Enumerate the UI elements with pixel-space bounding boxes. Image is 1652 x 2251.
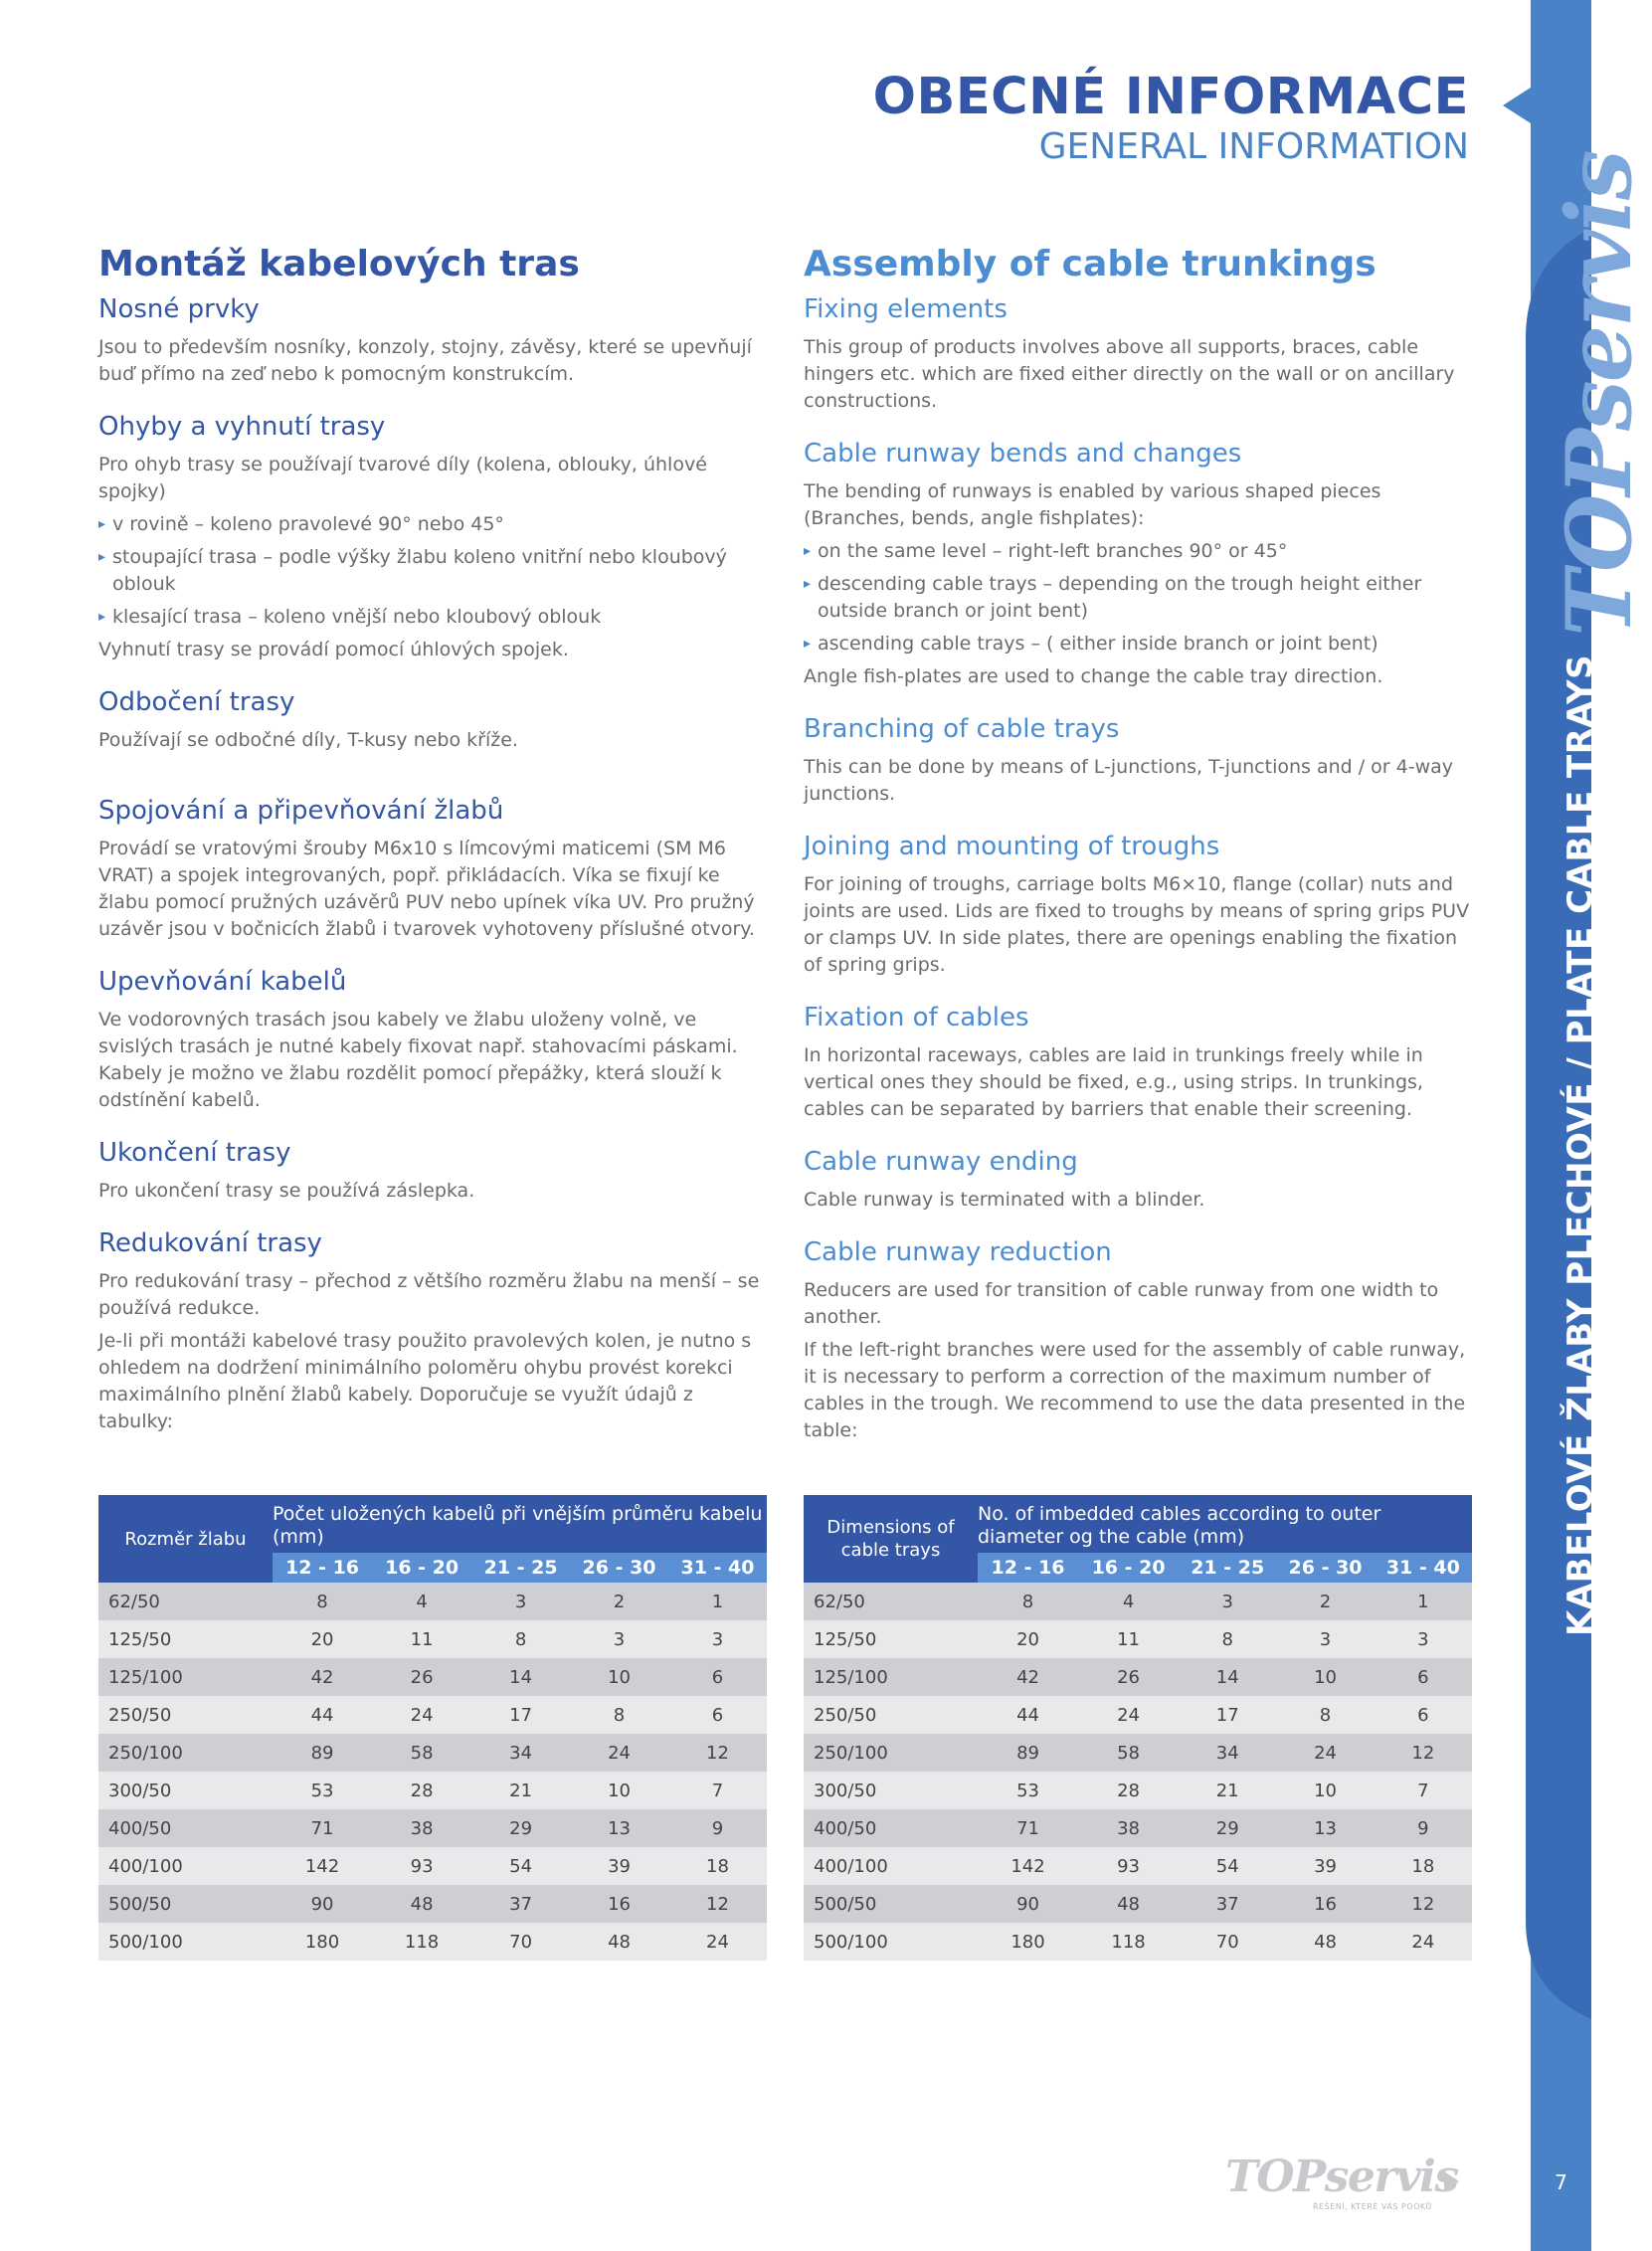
table-cell-dimension: 250/100 — [98, 1734, 273, 1772]
table-cell-value: 10 — [570, 1772, 668, 1809]
section-ohyby — [98, 410, 767, 663]
table-row — [804, 1583, 1472, 1620]
section-heading: Branching of cable trays — [804, 714, 1120, 744]
table-row — [804, 1658, 1472, 1696]
table-row — [98, 1885, 767, 1923]
table-cell-value: 21 — [1179, 1772, 1276, 1809]
range-header: 12 - 16 — [978, 1553, 1078, 1583]
table-cell-dimension: 125/50 — [804, 1620, 978, 1658]
table-cell-value: 12 — [668, 1885, 767, 1923]
table-cell-value: 2 — [570, 1583, 668, 1620]
table-cell-dimension: 400/100 — [98, 1847, 273, 1885]
table-cell-value: 180 — [978, 1923, 1078, 1961]
table-cell-dimension: 400/50 — [804, 1809, 978, 1847]
section-heading: Cable runway reduction — [804, 1237, 1112, 1267]
table-cell-value: 24 — [668, 1923, 767, 1961]
table-cell-value: 14 — [1179, 1658, 1276, 1696]
section-heading: Joining and mounting of troughs — [804, 832, 1220, 861]
table-cell-value: 10 — [1276, 1772, 1374, 1809]
table-cell-value: 71 — [978, 1809, 1078, 1847]
table-cell-value: 16 — [1276, 1885, 1374, 1923]
section-heading: Odbočení trasy — [98, 687, 295, 717]
table-cell-value: 1 — [668, 1583, 767, 1620]
table-row — [804, 1847, 1472, 1885]
table-cell-value: 7 — [1375, 1772, 1472, 1809]
table-cell-value: 118 — [372, 1923, 471, 1961]
table-cell-value: 10 — [570, 1658, 668, 1696]
table-cell-value: 4 — [372, 1583, 471, 1620]
page-title: OBECNÉ INFORMACE — [872, 68, 1469, 126]
paragraph: If the left-right branches were used for the assembly of cable runway, it is necessary to perform a correction of the maximum number of cables in the trough. We recommend to use the data presented in the table: — [804, 1339, 1466, 1441]
table-row — [98, 1923, 767, 1961]
section-heading: Spojování a připevňování žlabů — [98, 796, 504, 826]
table-cell-value: 24 — [1078, 1696, 1179, 1734]
section-heading: Ohyby a vyhnutí trasy — [98, 412, 386, 442]
section-heading: Fixation of cables — [804, 1003, 1029, 1032]
section-reduction — [804, 1235, 1472, 1444]
table-cell-dimension: 400/50 — [98, 1809, 273, 1847]
table-cell-value: 93 — [1078, 1847, 1179, 1885]
table-cell-value: 48 — [372, 1885, 471, 1923]
footer-logo-arrow-icon — [1444, 2171, 1459, 2191]
section-heading: Cable runway bends and changes — [804, 439, 1242, 469]
table-row — [804, 1620, 1472, 1658]
table-cell-value: 142 — [978, 1847, 1078, 1885]
table-cell-value: 34 — [471, 1734, 570, 1772]
range-header: 16 - 20 — [372, 1553, 471, 1583]
table-cell-value: 39 — [1276, 1847, 1374, 1885]
table-cell-value: 37 — [1179, 1885, 1276, 1923]
table-cell-value: 6 — [1375, 1658, 1472, 1696]
table-cell-value: 90 — [978, 1885, 1078, 1923]
table-cell-value: 44 — [273, 1696, 372, 1734]
section-title: Assembly of cable trunkings — [804, 244, 1377, 284]
right-column-english — [804, 243, 1472, 1466]
table-cell-value: 20 — [978, 1620, 1078, 1658]
footer-logo: TOPservis — [1225, 2152, 1458, 2202]
table-cell-value: 38 — [1078, 1809, 1179, 1847]
table-cell-value: 3 — [1375, 1620, 1472, 1658]
table-cell-value: 44 — [978, 1696, 1078, 1734]
table-cell-value: 29 — [1179, 1809, 1276, 1847]
table-cell-value: 34 — [1179, 1734, 1276, 1772]
table-cell-value: 17 — [1179, 1696, 1276, 1734]
table-body — [804, 1583, 1472, 1961]
footer-slogan: ŘEŠENÍ, KTERÉ VÁS POOKŮ — [1313, 2202, 1432, 2211]
table-cell-value: 71 — [273, 1809, 372, 1847]
range-header: 31 - 40 — [668, 1553, 767, 1583]
table-cell-value: 8 — [1179, 1620, 1276, 1658]
table-cell-value: 17 — [471, 1696, 570, 1734]
table-caption: Počet uložených kabelů při vnějším průměru kabelu (mm) — [273, 1495, 767, 1553]
table-row — [804, 1734, 1472, 1772]
table-cell-value: 58 — [372, 1734, 471, 1772]
list-item: ▸ v rovině – koleno pravolevé 90° nebo 45° — [98, 511, 767, 538]
table-row — [98, 1809, 767, 1847]
table-cell-value: 12 — [1375, 1885, 1472, 1923]
side-logo: TOPservis — [1547, 151, 1652, 637]
list-item: ▸ descending cable trays – depending on the trough height either outside branch or joint bent) — [804, 571, 1472, 625]
section-nosne-prvky — [98, 292, 767, 388]
paragraph: Provádí se vratovými šrouby M6x10 s límcovými maticemi (SM M6 VRAT) a spojek integrovaných, popř. přikládacích. Víka se fixují ke žlabu pomocí pružných uzávěrů PUV nebo upínek víka UV. Pro pružný uzávěr jsou v bočnicích žlabů i tvarovek vyhotoveny příslušné otvory. — [98, 838, 755, 940]
table-cell-dimension: 250/50 — [98, 1696, 273, 1734]
paragraph: Reducers are used for transition of cable runway from one width to another. — [804, 1279, 1439, 1328]
table-caption: No. of imbedded cables according to outer diameter og the cable (mm) — [978, 1495, 1472, 1553]
table-cell-value: 3 — [570, 1620, 668, 1658]
list-item: ▸ ascending cable trays – ( either inside branch or joint bent) — [804, 631, 1472, 657]
list-item: ▸ stoupající trasa – podle výšky žlabu koleno vnitřní nebo kloubový oblouk — [98, 544, 767, 598]
section-ukonceni — [98, 1136, 767, 1205]
table-cell-value: 24 — [1276, 1734, 1374, 1772]
table-cell-dimension: 500/100 — [98, 1923, 273, 1961]
table-cell-dimension: 300/50 — [98, 1772, 273, 1809]
table-cell-value: 12 — [668, 1734, 767, 1772]
table-cell-value: 12 — [1375, 1734, 1472, 1772]
table-cell-value: 54 — [471, 1847, 570, 1885]
paragraph: For joining of troughs, carriage bolts M6×10, flange (collar) nuts and joints are used. Lids are fixed to troughs by means of spring grips PUV or clamps UV. In side plates, there are openings enabling the fixation of spring grips. — [804, 873, 1470, 976]
section-fixation — [804, 1001, 1472, 1123]
table-cell-value: 9 — [1375, 1809, 1472, 1847]
table-row — [98, 1620, 767, 1658]
paragraph: Používají se odbočné díly, T-kusy nebo kříže. — [98, 729, 518, 751]
table-cell-dimension: 125/50 — [98, 1620, 273, 1658]
paragraph: Angle fish-plates are used to change the cable tray direction. — [804, 665, 1383, 687]
table-body — [98, 1583, 767, 1961]
table-cell-dimension: 250/50 — [804, 1696, 978, 1734]
table-cell-value: 70 — [471, 1923, 570, 1961]
table-cell-value: 89 — [273, 1734, 372, 1772]
table-cell-dimension: 400/100 — [804, 1847, 978, 1885]
table-cell-value: 8 — [978, 1583, 1078, 1620]
table-row — [804, 1772, 1472, 1809]
table-cell-value: 26 — [1078, 1658, 1179, 1696]
section-odboceni — [98, 685, 767, 754]
range-header: 12 - 16 — [273, 1553, 372, 1583]
left-column-czech — [98, 243, 767, 1457]
section-bends — [804, 437, 1472, 690]
range-header: 31 - 40 — [1375, 1553, 1472, 1583]
section-ending — [804, 1145, 1472, 1214]
table-cell-value: 3 — [1179, 1583, 1276, 1620]
paragraph: Pro ohyb trasy se používají tvarové díly (kolena, oblouky, úhlové spojky) — [98, 454, 707, 502]
section-title: Montáž kabelových tras — [98, 244, 580, 284]
table-cell-value: 48 — [1276, 1923, 1374, 1961]
table-row — [804, 1885, 1472, 1923]
table-dim-header: Rozměr žlabu — [98, 1495, 273, 1583]
table-dim-header: Dimensions of cable trays — [804, 1495, 978, 1583]
table-row — [98, 1696, 767, 1734]
table-cell-value: 18 — [668, 1847, 767, 1885]
bullet-list — [804, 538, 1472, 657]
table-cell-value: 21 — [471, 1772, 570, 1809]
table-cell-value: 1 — [1375, 1583, 1472, 1620]
table-cell-value: 53 — [978, 1772, 1078, 1809]
paragraph: Je-li při montáži kabelové trasy použito pravolevých kolen, je nutno s ohledem na dodržení minimálního poloměru ohybu provést korekci maximálního plnění žlabů kabely. Doporučuje se využít údajů z tabulky: — [98, 1330, 752, 1432]
range-header: 26 - 30 — [570, 1553, 668, 1583]
list-item: ▸ klesající trasa – koleno vnější nebo kloubový oblouk — [98, 604, 767, 631]
paragraph: Cable runway is terminated with a blinder. — [804, 1189, 1205, 1211]
table-cell-value: 8 — [273, 1583, 372, 1620]
table-cell-value: 58 — [1078, 1734, 1179, 1772]
table-row — [98, 1847, 767, 1885]
table-cell-value: 13 — [570, 1809, 668, 1847]
table-cell-value: 42 — [273, 1658, 372, 1696]
paragraph: Pro redukování trasy – přechod z většího rozměru žlabu na menší – se používá redukce. — [98, 1270, 760, 1319]
table-cell-value: 7 — [668, 1772, 767, 1809]
paragraph: Pro ukončení trasy se používá záslepka. — [98, 1180, 475, 1202]
table-cell-value: 4 — [1078, 1583, 1179, 1620]
table-cell-value: 26 — [372, 1658, 471, 1696]
table-row — [98, 1734, 767, 1772]
table-cell-dimension: 250/100 — [804, 1734, 978, 1772]
cable-table-czech — [98, 1495, 767, 1961]
bullet-list — [98, 511, 767, 631]
side-vertical-title: KABELOVÉ ŽLABY PLECHOVÉ / PLATE CABLE TRAYS — [1560, 654, 1600, 1636]
paragraph: Ve vodorovných trasách jsou kabely ve žlabu uloženy volně, ve svislých trasách je nutné kabely fixovat např. stahovacími páskami. Kabely je možno ve žlabu rozdělit pomocí přepážky, která slouží k odstínění kabelů. — [98, 1009, 738, 1111]
table-cell-value: 6 — [1375, 1696, 1472, 1734]
table-cell-value: 24 — [372, 1696, 471, 1734]
table-cell-value: 90 — [273, 1885, 372, 1923]
table-row — [804, 1923, 1472, 1961]
paragraph: This group of products involves above all supports, braces, cable hingers etc. which are fixed either directly on the wall or on ancillary constructions. — [804, 336, 1455, 412]
paragraph: Jsou to především nosníky, konzoly, stojny, závěsy, které se upevňují buď přímo na zeď nebo k pomocným konstrukcím. — [98, 336, 752, 385]
section-joining — [804, 830, 1472, 979]
side-notch-arrow — [1503, 88, 1531, 123]
table-cell-value: 8 — [1276, 1696, 1374, 1734]
page-number: 7 — [1555, 2170, 1567, 2194]
table-cell-value: 28 — [372, 1772, 471, 1809]
section-heading: Cable runway ending — [804, 1147, 1078, 1177]
table-row — [98, 1658, 767, 1696]
table-cell-dimension: 125/100 — [804, 1658, 978, 1696]
cable-table-english — [804, 1495, 1472, 1961]
table-cell-value: 8 — [570, 1696, 668, 1734]
section-heading: Ukončení trasy — [98, 1138, 291, 1168]
paragraph: Vyhnutí trasy se provádí pomocí úhlových spojek. — [98, 639, 569, 660]
table-cell-value: 54 — [1179, 1847, 1276, 1885]
table-cell-value: 2 — [1276, 1583, 1374, 1620]
table-row — [804, 1809, 1472, 1847]
range-header: 21 - 25 — [471, 1553, 570, 1583]
paragraph: In horizontal raceways, cables are laid in trunkings freely while in vertical ones they should be fixed, e.g., using strips. In trunkings, cables can be separated by barriers that enable their screening. — [804, 1044, 1423, 1120]
table-cell-value: 142 — [273, 1847, 372, 1885]
paragraph: The bending of runways is enabled by various shaped pieces (Branches, bends, angle fishplates): — [804, 480, 1381, 529]
table-cell-value: 42 — [978, 1658, 1078, 1696]
table-cell-value: 29 — [471, 1809, 570, 1847]
section-upevnovani — [98, 965, 767, 1114]
table-cell-value: 53 — [273, 1772, 372, 1809]
table-cell-value: 8 — [471, 1620, 570, 1658]
table-cell-value: 16 — [570, 1885, 668, 1923]
table-cell-value: 13 — [1276, 1809, 1374, 1847]
table-cell-dimension: 300/50 — [804, 1772, 978, 1809]
table-cell-dimension: 62/50 — [804, 1583, 978, 1620]
section-spojovani — [98, 794, 767, 943]
table-cell-value: 118 — [1078, 1923, 1179, 1961]
table-cell-value: 93 — [372, 1847, 471, 1885]
table-cell-value: 10 — [1276, 1658, 1374, 1696]
table-cell-value: 3 — [1276, 1620, 1374, 1658]
table-cell-value: 14 — [471, 1658, 570, 1696]
table-cell-dimension: 500/100 — [804, 1923, 978, 1961]
table-cell-value: 89 — [978, 1734, 1078, 1772]
table-cell-value: 38 — [372, 1809, 471, 1847]
page-subtitle: GENERAL INFORMATION — [1038, 126, 1469, 168]
range-header: 16 - 20 — [1078, 1553, 1179, 1583]
table-cell-dimension: 62/50 — [98, 1583, 273, 1620]
list-item: ▸ on the same level – right-left branches 90° or 45° — [804, 538, 1472, 565]
table-cell-dimension: 500/50 — [98, 1885, 273, 1923]
section-redukovani — [98, 1226, 767, 1435]
section-heading: Fixing elements — [804, 294, 1008, 324]
table-row — [804, 1696, 1472, 1734]
table-cell-value: 18 — [1375, 1847, 1472, 1885]
table-cell-value: 48 — [570, 1923, 668, 1961]
table-cell-value: 180 — [273, 1923, 372, 1961]
table-cell-dimension: 125/100 — [98, 1658, 273, 1696]
table-cell-value: 70 — [1179, 1923, 1276, 1961]
table-cell-value: 6 — [668, 1696, 767, 1734]
table-cell-value: 20 — [273, 1620, 372, 1658]
table-cell-value: 9 — [668, 1809, 767, 1847]
table-cell-value: 39 — [570, 1847, 668, 1885]
section-heading: Nosné prvky — [98, 294, 260, 324]
table-cell-dimension: 500/50 — [804, 1885, 978, 1923]
range-header: 26 - 30 — [1276, 1553, 1374, 1583]
paragraph: This can be done by means of L-junctions, T-junctions and / or 4-way junctions. — [804, 756, 1454, 805]
table-cell-value: 28 — [1078, 1772, 1179, 1809]
table-row — [98, 1772, 767, 1809]
page-header — [873, 70, 1469, 167]
section-branching — [804, 712, 1472, 808]
table-cell-value: 3 — [471, 1583, 570, 1620]
section-heading: Upevňování kabelů — [98, 967, 347, 997]
table-cell-value: 37 — [471, 1885, 570, 1923]
section-fixing-elements — [804, 292, 1472, 415]
section-heading: Redukování trasy — [98, 1228, 322, 1258]
table-cell-value: 11 — [1078, 1620, 1179, 1658]
table-cell-value: 24 — [1375, 1923, 1472, 1961]
table-cell-value: 48 — [1078, 1885, 1179, 1923]
range-header: 21 - 25 — [1179, 1553, 1276, 1583]
table-cell-value: 24 — [570, 1734, 668, 1772]
table-cell-value: 11 — [372, 1620, 471, 1658]
table-cell-value: 6 — [668, 1658, 767, 1696]
table-row — [98, 1583, 767, 1620]
table-cell-value: 3 — [668, 1620, 767, 1658]
